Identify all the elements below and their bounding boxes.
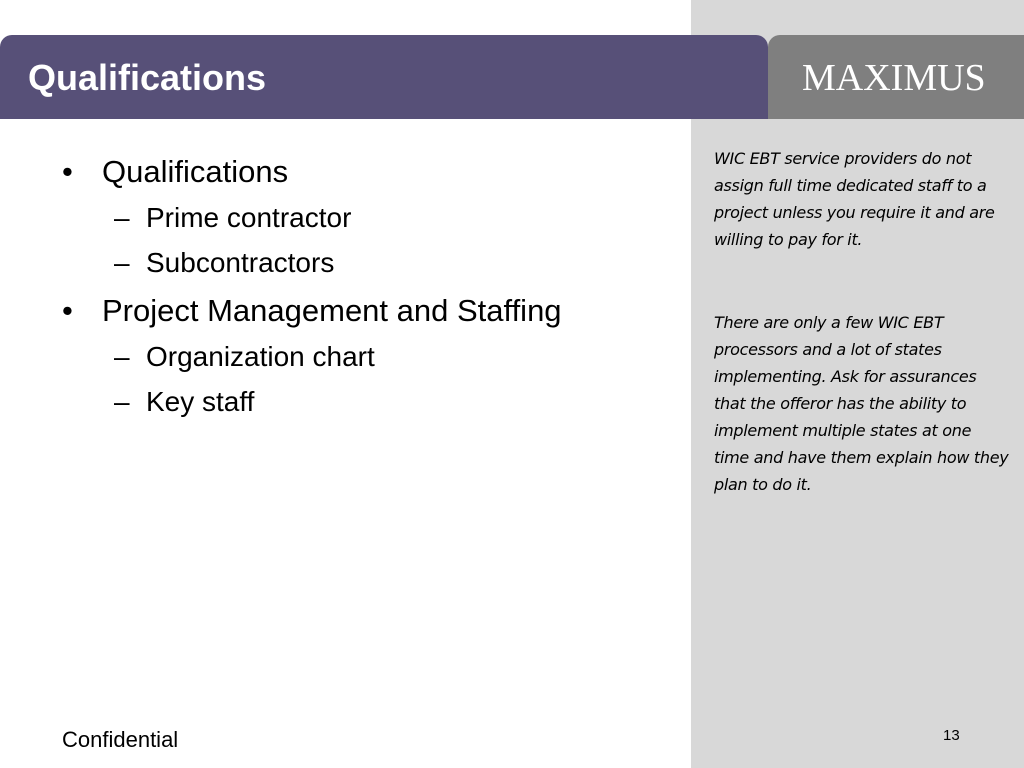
footer-confidential: Confidential: [62, 727, 179, 752]
sub-text: Organization chart: [146, 341, 375, 372]
maximus-logo: MAXIMUS: [802, 57, 986, 99]
bullet-mark: •: [62, 293, 73, 328]
bullet-mark: •: [62, 154, 73, 189]
sub-mark: –: [114, 341, 130, 372]
slide-title: Qualifications: [28, 57, 267, 98]
sub-mark: –: [114, 202, 130, 233]
sub-item: [114, 202, 351, 234]
sub-item: [114, 247, 334, 279]
sub-mark: –: [114, 386, 130, 417]
sub-text: Prime contractor: [146, 202, 352, 233]
sub-text: Subcontractors: [146, 247, 335, 278]
sub-item: [114, 386, 254, 418]
note-paragraph: There are only a few WIC EBT processors and a lot of states implementing. Ask for assurances that the offeror has the ability to implement multiple states at one time and have them explain how they plan to do it.: [714, 313, 1009, 494]
bullet-item: [62, 293, 562, 329]
note-paragraph: WIC EBT service providers do not assign full time dedicated staff to a project unless you require it and are willing to pay for it.: [714, 149, 995, 249]
bullet-text: Project Management and Staffing: [102, 293, 562, 328]
sub-item: [114, 341, 375, 373]
page-number: 13: [943, 727, 960, 744]
sub-text: Key staff: [146, 386, 255, 417]
sub-mark: –: [114, 247, 130, 278]
bullet-text: Qualifications: [102, 154, 289, 189]
bullet-item: [62, 154, 288, 190]
